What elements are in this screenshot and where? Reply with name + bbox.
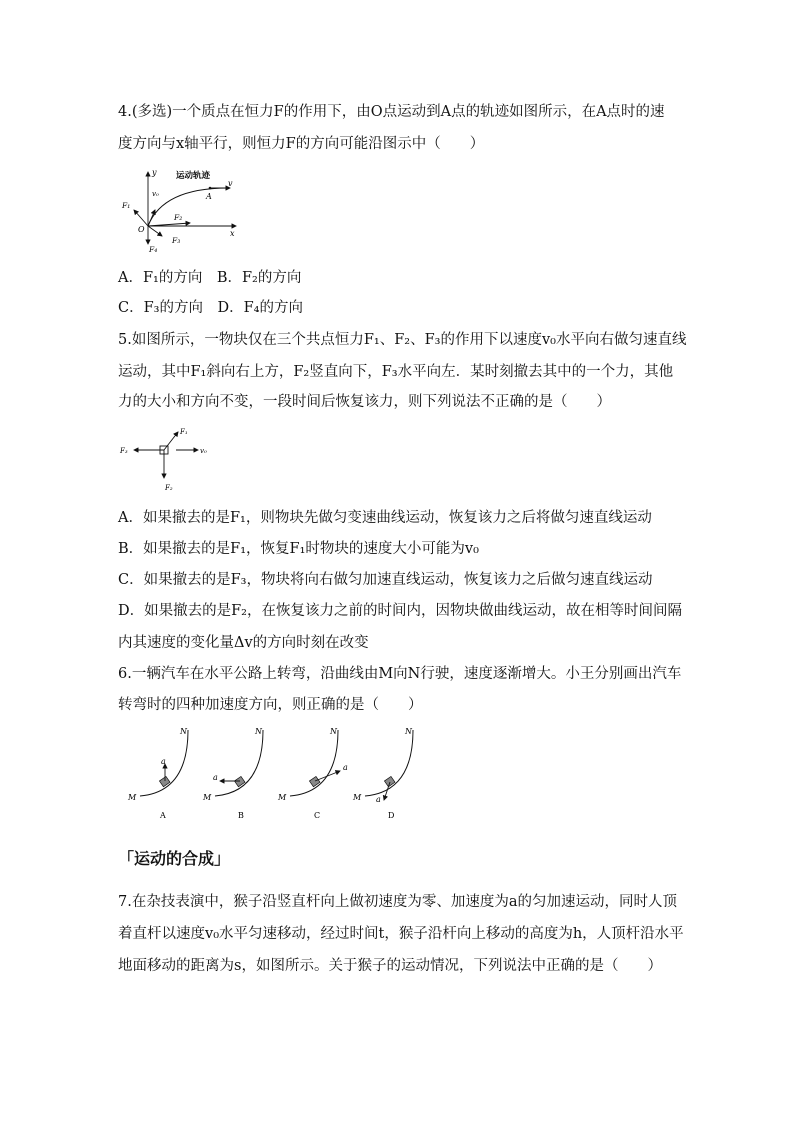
q4-trajectory-figure (118, 166, 248, 256)
v0-label: v₀ (200, 447, 207, 455)
x-label: x (230, 229, 235, 238)
panel-label-a: A (160, 811, 166, 820)
v-label: v (228, 179, 233, 188)
q5-line-2: 运动，其中F₁斜向右上方，F₂竖直向下，F₃水平向左．某时刻撤去其中的一个力，其他 (118, 364, 674, 380)
n-label: N (330, 727, 337, 736)
n-label: N (180, 727, 187, 736)
q6-panel-c (277, 727, 348, 820)
q4-line-2: 度方向与x轴平行，则恒力F的方向可能沿图示中（ ） (118, 136, 485, 152)
q5-option-a: A．如果撤去的是F₁，则物块先做匀变速曲线运动，恢复该力之后将做匀速直线运动 (118, 510, 652, 526)
q6-panel-a (127, 727, 188, 820)
a-label: A (206, 192, 212, 201)
m-label: M (353, 793, 362, 802)
v0-label: v₀ (152, 190, 159, 198)
m-label: M (203, 793, 212, 802)
n-label: N (255, 727, 262, 736)
q5-option-b: B．如果撤去的是F₁，恢复F₁时物块的速度大小可能为v₀ (118, 541, 479, 557)
q6-panel-d (352, 727, 413, 820)
f2-label: F₂ (174, 213, 183, 222)
section-heading: 「运动的合成」 (118, 849, 231, 868)
q6-line-2: 转弯时的四种加速度方向，则正确的是（ ） (118, 697, 423, 713)
q5-line-3: 力的大小和方向不变，一段时间后恢复该力，则下列说法不正确的是（ ） (118, 394, 611, 410)
q6-curve-figures (118, 722, 418, 822)
q5-option-c: C．如果撤去的是F₃，物块将向右做匀加速直线运动，恢复该力之后做匀速直线运动 (118, 572, 653, 588)
trajectory-curve (148, 188, 228, 226)
q7-line-2: 着直杆以速度v₀水平匀速移动，经过时间t，猴子沿杆向上移动的高度为h，人顶杆沿水平 (118, 926, 684, 942)
trajectory-label: 运动轨迹 (176, 171, 211, 181)
q4-options-cd: C．F₃的方向 D．F₄的方向 (118, 300, 303, 316)
q7-line-3: 地面移动的距离为s，如图所示。关于猴子的运动情况，下列说法中正确的是（ ） (118, 958, 662, 974)
q5-force-figure (118, 424, 218, 496)
a-label: a (376, 795, 381, 804)
q5-line-1: 5.如图所示，一物块仅在三个共点恒力F₁、F₂、F₃的作用下以速度v₀水平向右做匀速直线 (118, 332, 687, 348)
f1-arrow (164, 432, 178, 450)
a-label: a (343, 763, 348, 772)
q5-option-d-line-1: D．如果撤去的是F₂，在恢复该力之前的时间内，因物块做曲线运动，故在相等时间间隔 (118, 603, 682, 619)
panel-label-d: D (388, 811, 395, 820)
f4-label: F₄ (149, 245, 158, 254)
m-label: M (278, 793, 287, 802)
y-label: y (152, 168, 157, 177)
f1-label: F₁ (180, 428, 188, 436)
a-label: a (161, 757, 166, 766)
q4-line-1: 4.(多选)一个质点在恒力F的作用下，由O点运动到A点的轨迹如图所示，在A点时的速 (118, 104, 665, 120)
v0-arrow (148, 210, 155, 226)
q5-option-d-line-2: 内其速度的变化量Δv的方向时刻在改变 (118, 635, 369, 651)
a-label: a (213, 773, 218, 782)
panel-label-c: C (314, 811, 321, 820)
n-label: N (405, 727, 412, 736)
panel-label-b: B (238, 811, 244, 820)
f3-arrow (148, 226, 162, 236)
q6-panel-b (202, 727, 263, 820)
f1-label: F₁ (122, 201, 131, 210)
o-label: O (138, 225, 145, 234)
m-label: M (128, 793, 137, 802)
f1-arrow (134, 210, 148, 226)
q6-line-1: 6.一辆汽车在水平公路上转弯，沿曲线由M向N行驶，速度逐渐增大。小王分别画出汽车 (118, 666, 682, 682)
q4-options-ab: A．F₁的方向 B．F₂的方向 (118, 270, 302, 286)
f2-label: F₂ (165, 484, 173, 492)
q7-line-1: 7.在杂技表演中，猴子沿竖直杆向上做初速度为零、加速度为a的匀加速运动，同时人顶 (118, 894, 677, 910)
f3-label: F₃ (120, 447, 128, 455)
f3-label: F₃ (172, 236, 181, 245)
